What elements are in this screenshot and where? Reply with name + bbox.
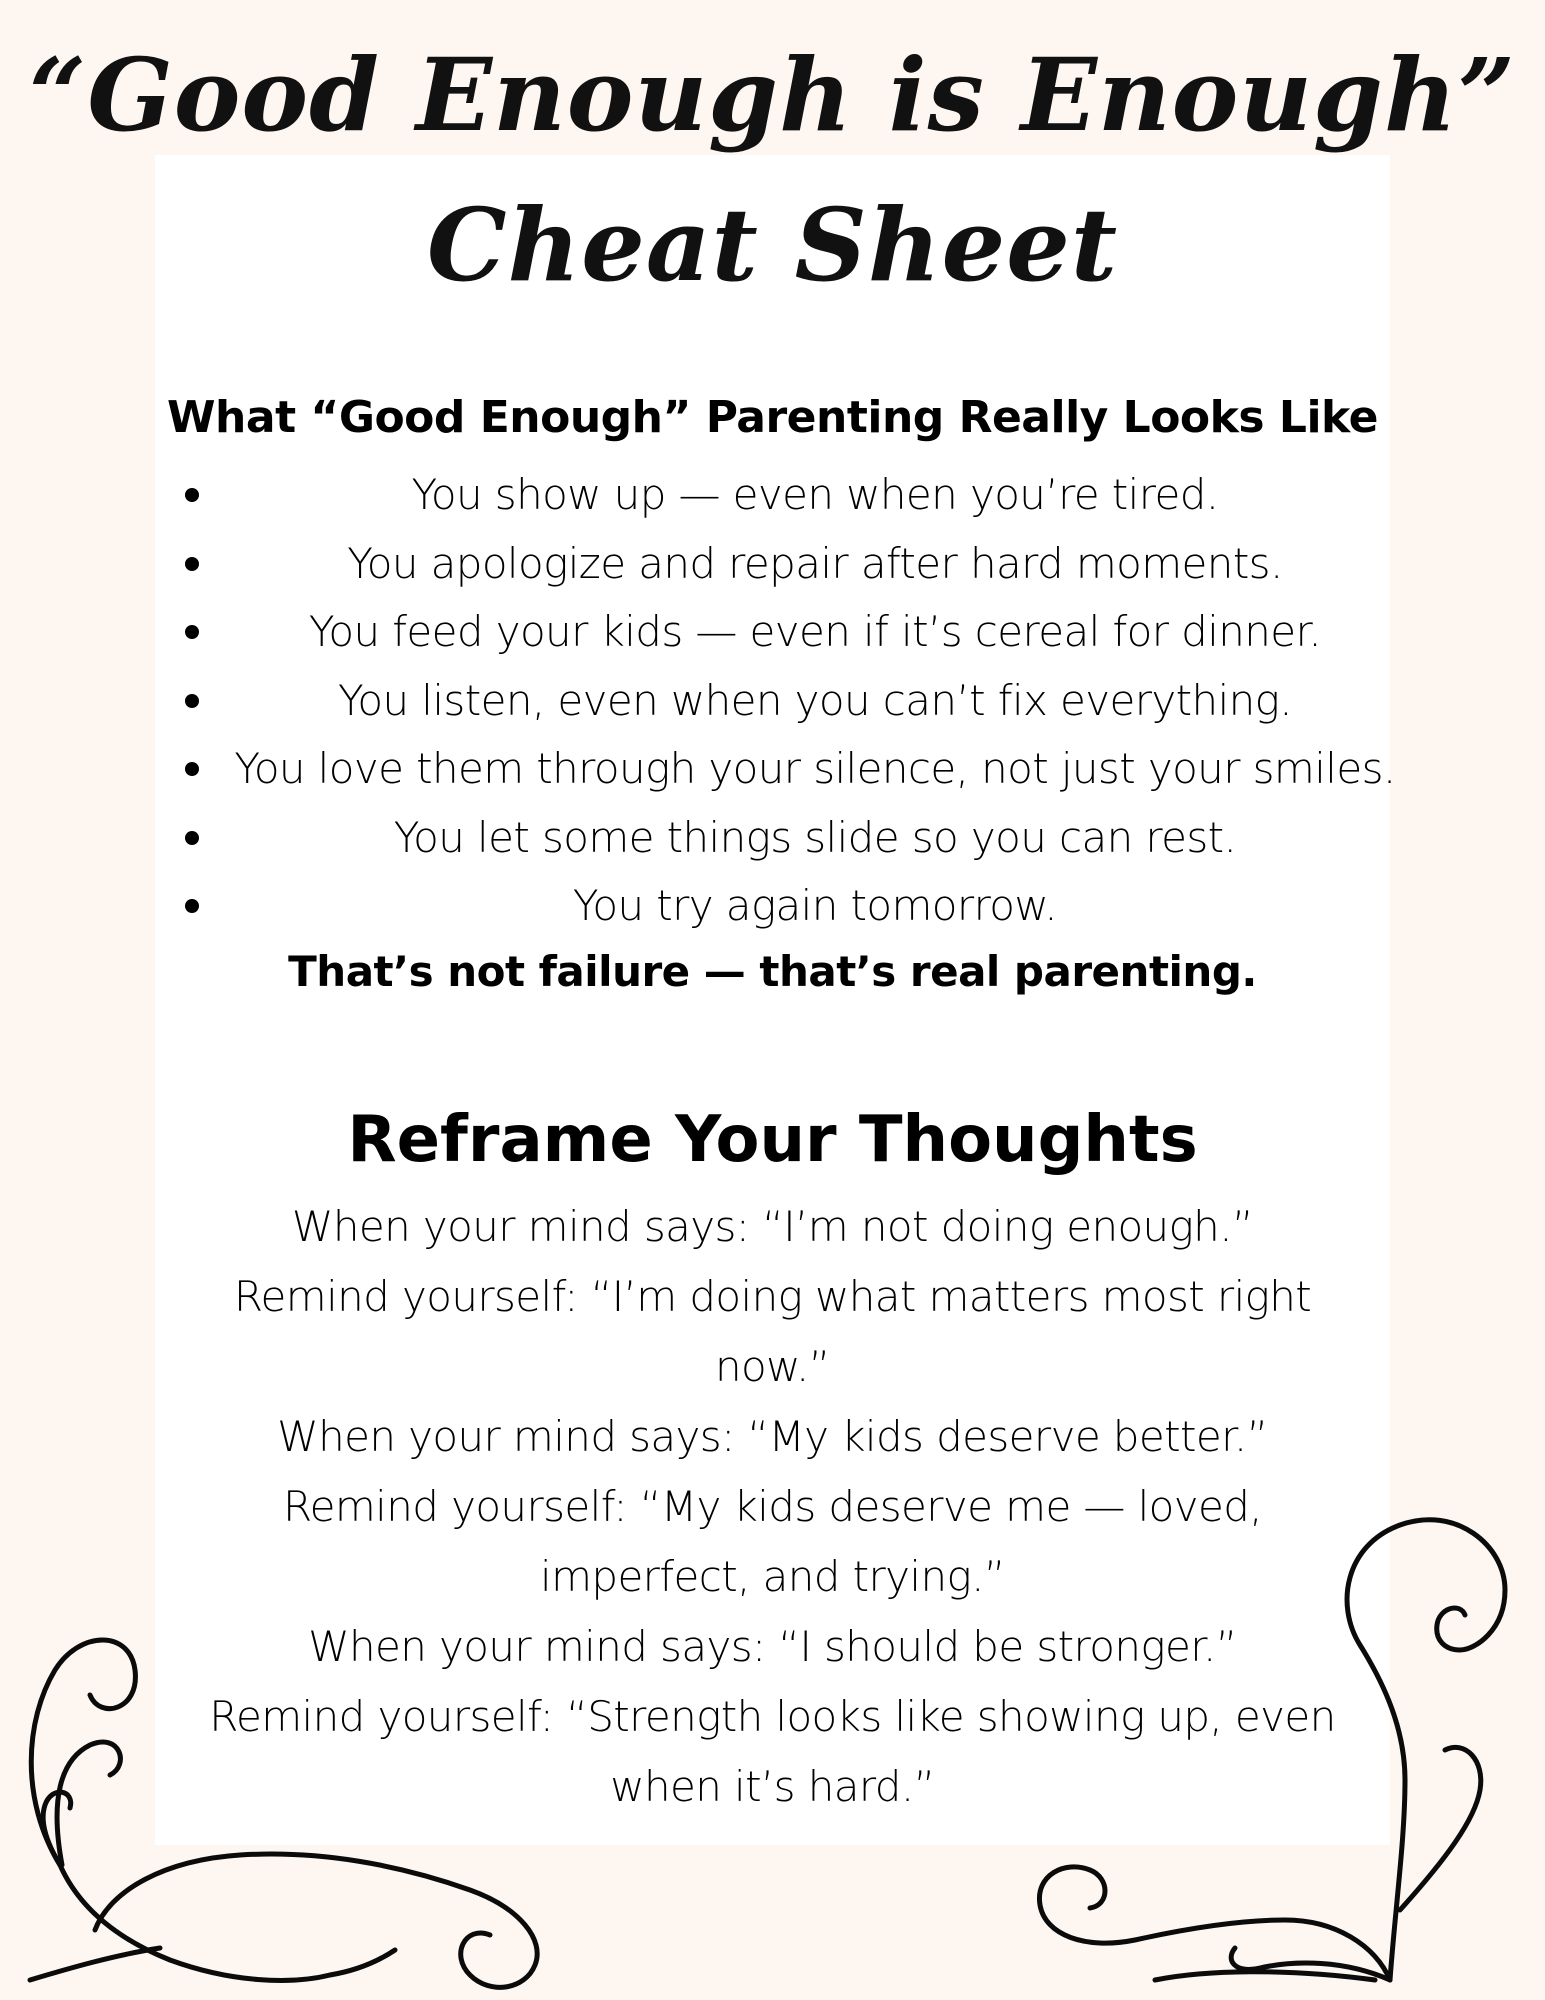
bullet-icon <box>185 899 199 913</box>
bullet-icon <box>185 762 199 776</box>
list-item-text: You try again tomorrow. <box>572 881 1058 931</box>
list-item-text: You listen, even when you can’t fix everything. <box>337 675 1293 725</box>
list-item <box>175 735 1405 804</box>
list-item-text: You feed your kids — even if it’s cereal for dinner. <box>308 607 1322 657</box>
list-item-text: You let some things slide so you can rest. <box>393 812 1237 862</box>
mind-says-text: When your mind says: “I should be stronger.” <box>308 1622 1237 1671</box>
page-title-line-2: Cheat Sheet <box>426 186 1119 304</box>
bullet-icon <box>185 557 199 571</box>
remind-yourself-text: Remind yourself: “I’m doing what matters most right now.” <box>233 1272 1312 1391</box>
bullet-icon <box>185 625 199 639</box>
section-heading-reframe: Reframe Your Thoughts <box>347 1103 1198 1177</box>
remind-yourself-text: Remind yourself: “Strength looks like showing up, even when it’s hard.” <box>209 1692 1336 1811</box>
swirl-ornament-right-icon <box>1005 1440 1545 2000</box>
page-title-line-1: “Good Enough is Enough” <box>28 36 1517 154</box>
closing-statement: That’s not failure — that’s real parenting. <box>288 947 1257 996</box>
mind-says-text: When your mind says: “I’m not doing enough.” <box>291 1202 1254 1251</box>
mind-says-text: When your mind says: “My kids deserve better.” <box>277 1412 1268 1461</box>
list-item <box>175 872 1405 941</box>
list-item <box>175 598 1405 667</box>
good-enough-list <box>175 461 1405 941</box>
remind-yourself-text: Remind yourself: “My kids deserve me — loved, imperfect, and trying.” <box>282 1482 1263 1601</box>
swirl-ornament-left-icon <box>0 1470 600 2000</box>
bullet-icon <box>185 694 199 708</box>
list-item <box>175 804 1405 873</box>
list-item-text: You love them through your silence, not just your smiles. <box>234 744 1396 794</box>
section-heading-good-enough: What “Good Enough” Parenting Really Looks Like <box>167 392 1378 443</box>
list-item-text: You show up — even when you’re tired. <box>411 470 1219 520</box>
list-item <box>175 667 1405 736</box>
list-item <box>175 461 1405 530</box>
bullet-icon <box>185 488 199 502</box>
list-item-text: You apologize and repair after hard moments. <box>347 538 1283 588</box>
list-item <box>175 530 1405 599</box>
bullet-icon <box>185 831 199 845</box>
